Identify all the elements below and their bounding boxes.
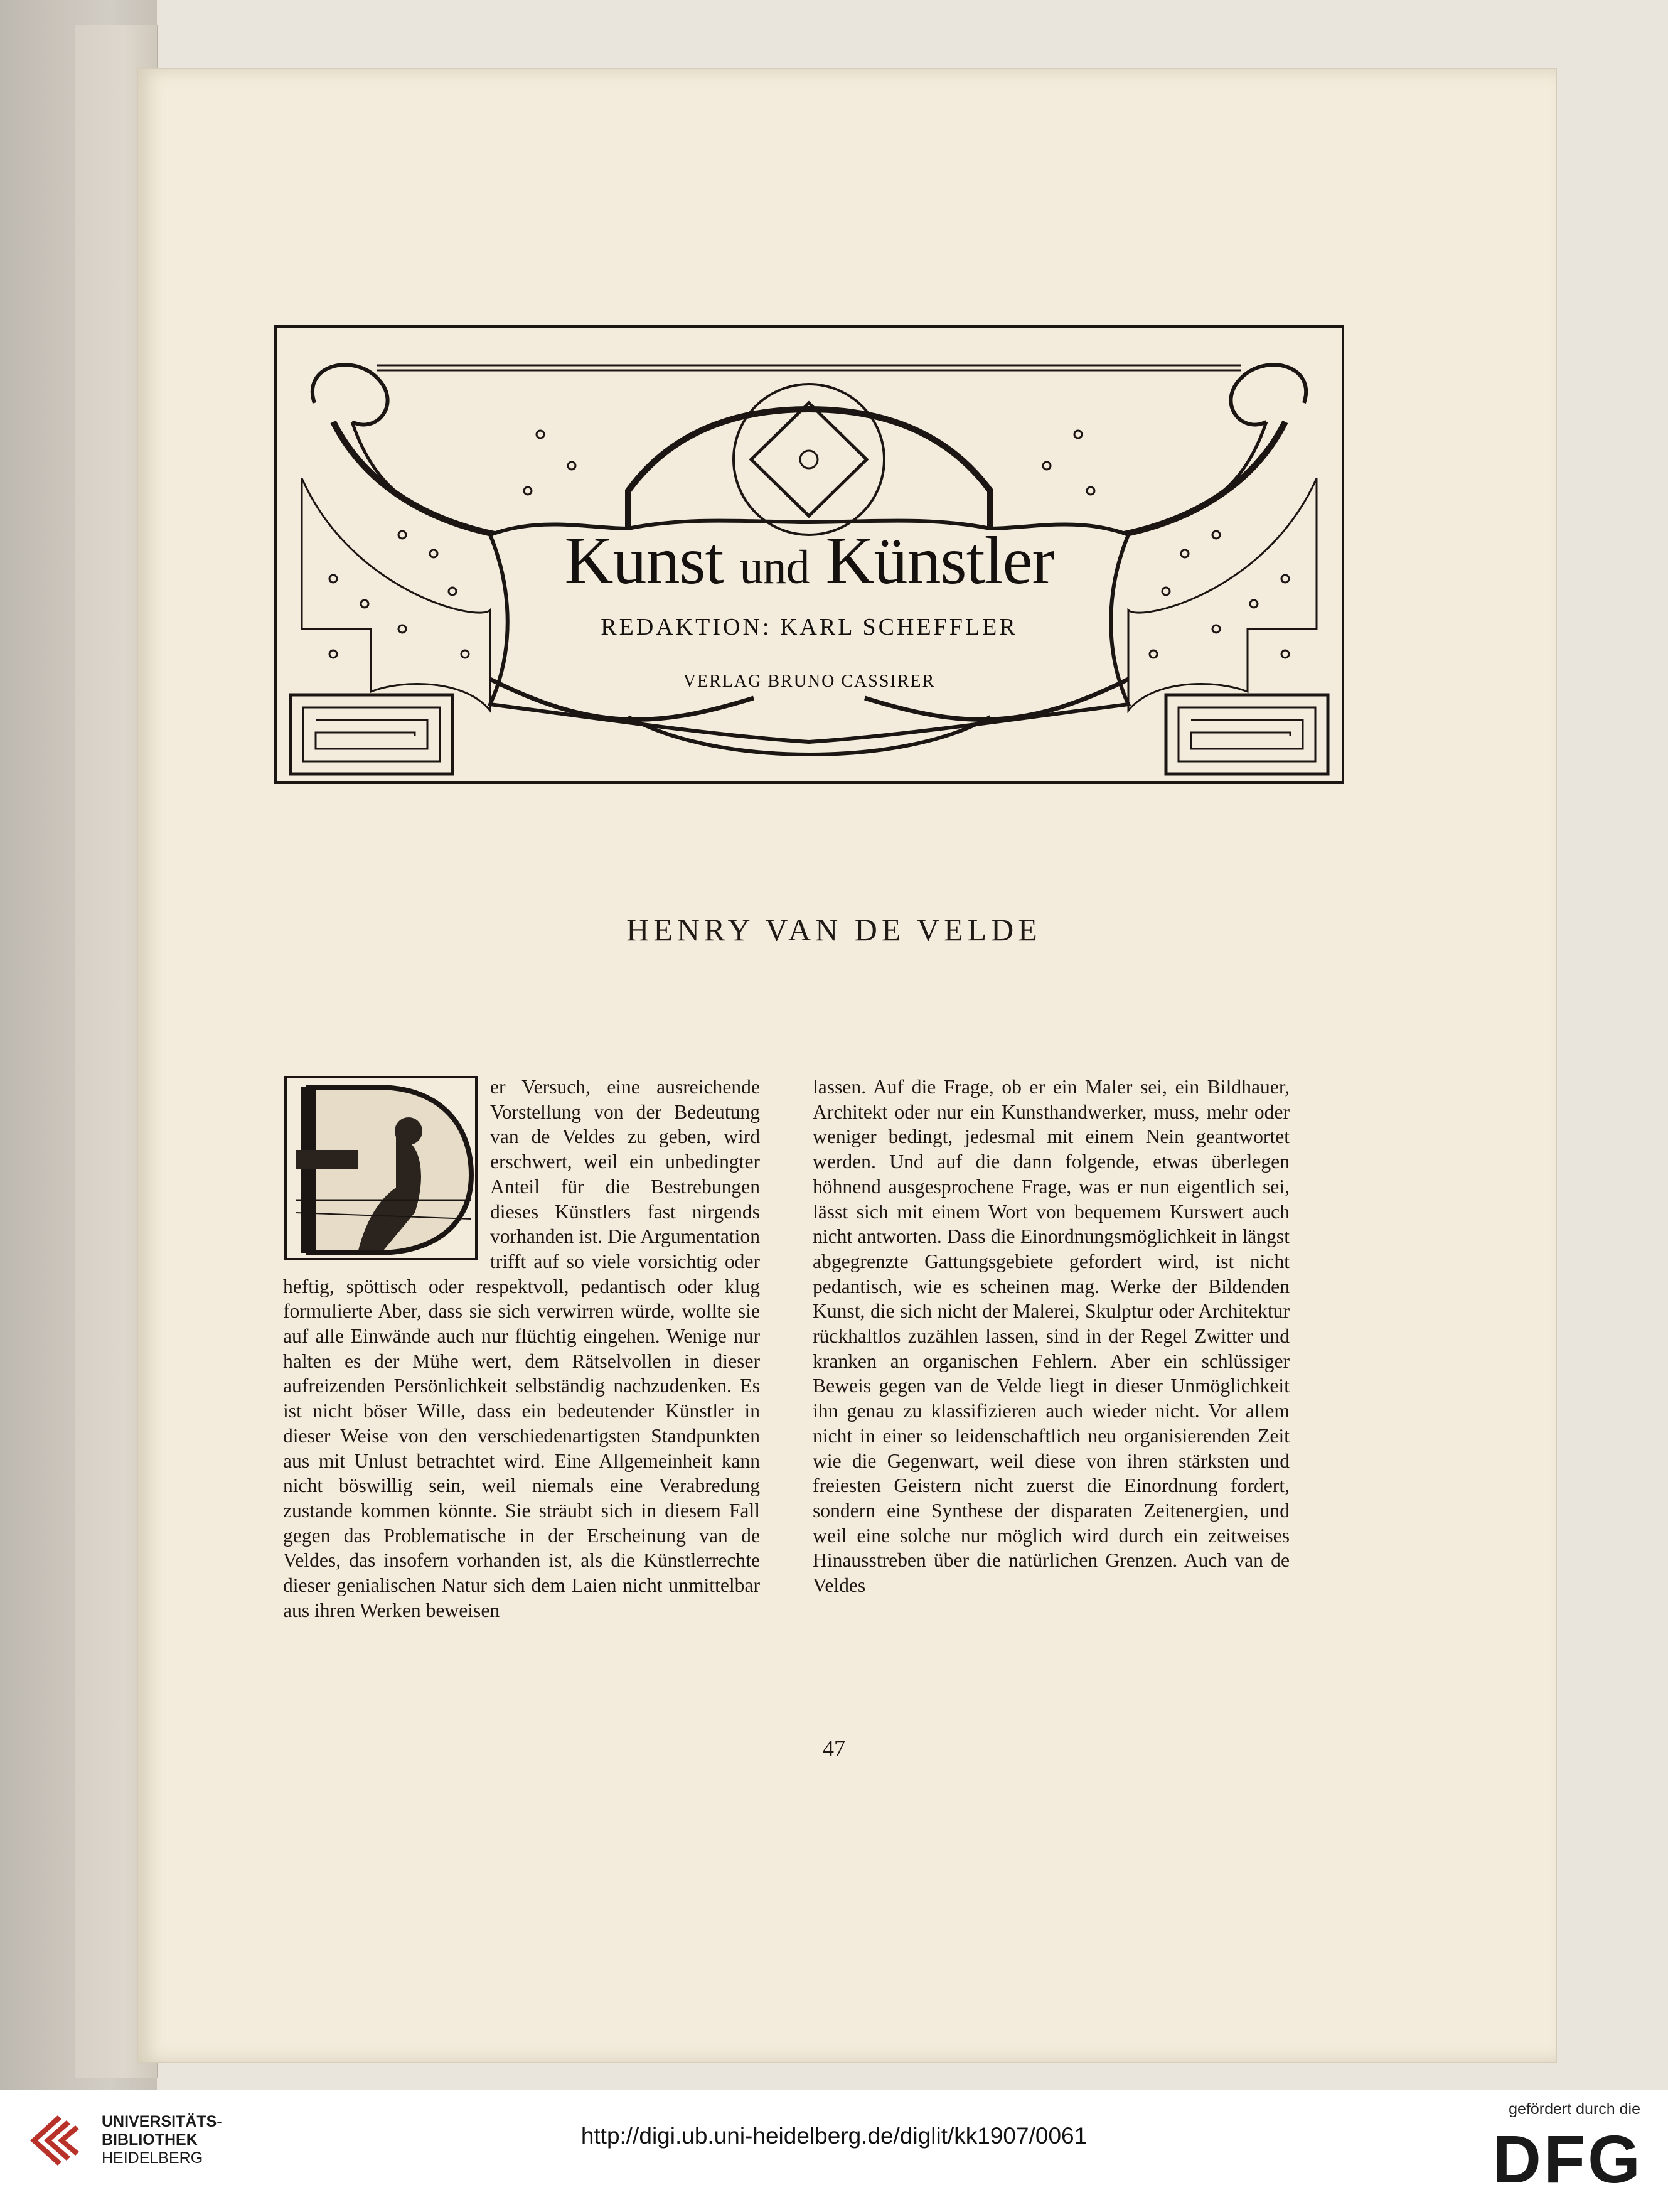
article-title: HENRY VAN DE VELDE [626, 912, 1042, 947]
permalink-url[interactable]: http://digi.ub.uni-heidelberg.de/diglit/kk1907/0061 [580, 2123, 1088, 2149]
editor-line: REDAKTION: KARL SCHEFFLER [601, 614, 1018, 640]
publisher-line: VERLAG BRUNO CASSIRER [683, 672, 936, 691]
viewer-footer [0, 2090, 1668, 2212]
article-text-left: er Versuch, eine ausreichende Vorstellung von der Bedeutung van de Veldes zu geben, wird erschwert, weil ein unbedingter Anteil für die Bestrebungen dieses Künstlers fast nirgends vorhanden ist. Die Argumentation trifft auf so viele vorsichtig oder heftig, spöttisch oder respektvoll, pedantisch oder klug formulierte Aber, dass sie sich verwirren würde, wollte sie auf alle Einwände auch nur flüchtig eingehen. Wenige nur halten es der Mühe wert, dem Rätselvollen in dieser aufreizenden Persönlichkeit selbständig nachzudenken. Es ist nicht böser Wille, dass ein bedeutender Künstler in dieser Weise von den verschiedenartigsten Standpunkten aus mit Unlust betrachtet wird. Eine Allgemeinheit kann nicht böswillig sein, weil niemals eine Verabredung zustande kommen könnte. Sie sträubt sich in diesem Fall gegen das Problematische in der Erscheinung van de Veldes, das insofern vorhanden ist, als die Künstlerrechte dieser genialischen Natur sich dem Laien nicht unmittelbar aus ihren Werken beweisen [283, 1076, 760, 1621]
magazine-title [277, 522, 1342, 600]
article-text-right: lassen. Auf die Frage, ob er ein Maler sei, ein Bildhauer, Architekt oder nur ein Kunsthandwerker, muss, mehr oder weniger bedingt, jedesmal mit einem Nein geantwortet werden. Und auf die dann folgende, etwas überlegen höhnend ausgesprochene Frage, was er nun eigentlich sei, lässt sich mit einem Wort von bequemem Kurswert auch nicht antworten. Dass die Einordnungsmöglichkeit in längst abgegrenzte Gattungsgebiete gefordert wird, ist nicht pedantisch, wie es scheinen mag. Werke der Bildenden Kunst, die sich nicht der Malerei, Skulptur oder Architektur rückhaltlos zuzählen lassen, sind in der Regel Zwitter und kranken an organischen Fehlern. Aber ein schlüssiger Beweis gegen van de Velde liegt in dieser Unmöglichkeit ihn genau zu klassifizieren auch wieder nicht. Vor allem nicht in einer so leidenschaftlich neu organisierenden Zeit wie die Gegenwart, weil diese von ihren stärksten und freiesten Geistern nicht zuerst die Einordnung fordert, sondern eine Synthese der disparaten Zeitenergien, und weil eine solche nur möglich wird durch ein zeitweises Hinausstreben über die natürlichen Grenzen. Auch van de Veldes [813, 1076, 1290, 1597]
illustrated-initial-d [283, 1075, 483, 1264]
library-name-line2: BIBLIOTHEK [102, 2131, 198, 2149]
magazine-title-a: Kunst [564, 523, 724, 598]
dfg-logo[interactable]: DFG [1492, 2121, 1643, 2197]
magazine-title-b: Künstler [825, 523, 1054, 598]
page-number: 47 [823, 1736, 845, 1761]
library-name-line1: UNIVERSITÄTS- [102, 2113, 222, 2130]
magazine-title-und: und [739, 541, 810, 594]
library-name-line3: HEIDELBERG [102, 2149, 203, 2167]
article-column-left [283, 1075, 760, 1623]
ornamental-header [274, 325, 1344, 784]
funding-note: gefördert durch die [1509, 2100, 1640, 2118]
article-column-right [813, 1075, 1290, 1598]
